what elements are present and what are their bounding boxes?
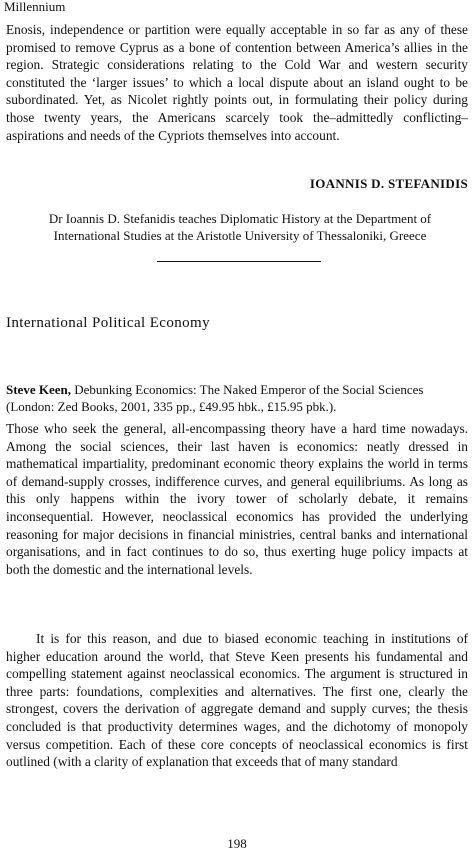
author-bio: Dr Ioannis D. Stefanidis teaches Diplomatic History at the Department of International Studies at the Aristotle University of Thessaloniki, Greece xyxy=(48,211,432,243)
body-paragraph-2: Those who seek the general, all-encompassing theory have a hard time nowadays. Among the social sciences, their last haven is economics: neatly dressed in mathematical impartiality, predominant economic theory explains the world in terms of demand-supply crosses, indifference curves, and general equilibriums. As long as this only happens within the ivory tower of scholarly debate, it remains inconsequential. However, neoclassical economics has provided the underlying reasoning for major decisions in financial ministries, central banks and international organisations, and in fact continues to do so, thus exerting huge policy impacts at both the domestic and the international levels. xyxy=(6,421,468,577)
section-title: International Political Economy xyxy=(6,315,211,331)
page-number: 198 xyxy=(227,836,247,851)
review-book-details: Debunking Economics: The Naked Emperor of the Social Sciences (London: Zed Books, 2001, 335 pp., £49.95 hbk., £15.95 pbk.). xyxy=(6,382,424,414)
body-paragraph-3: It is for this reason, and due to biased economic teaching in institutions of higher education around the world, that Steve Keen presents his fundamental and compelling statement against neoclassical economics. The argument is structured in three parts: foundations, complexities and alternatives. The first one, clearly the strongest, covers the derivation of aggregate demand and supply curves; the thesis concluded is that productivity determines wages, and the dichotomy of monopoly versus competition. Each of these core concepts of neoclassical economics is first outlined (with a clarity of explanation that exceeds that of many standard xyxy=(6,631,468,770)
section-divider xyxy=(157,261,321,262)
running-head: Millennium xyxy=(4,0,66,14)
review-author: Steve Keen, xyxy=(6,382,71,397)
review-citation xyxy=(6,381,468,415)
reviewer-signature: IOANNIS D. STEFANIDIS xyxy=(309,176,468,191)
body-paragraph-1: Enosis, independence or partition were equally acceptable in so far as any of these promised to remove Cyprus as a bone of contention between America’s allies in the region. Strategic considerations relating to the Cold War and western security constituted the ‘larger issues’ to which a local dispute about an island ought to be subordinated. Yet, as Nicolet rightly points out, in formulating their policy during those twenty years, the Americans scarcely took the–admittedly conflicting–aspirations and needs of the Cypriots themselves into account. xyxy=(6,22,468,143)
